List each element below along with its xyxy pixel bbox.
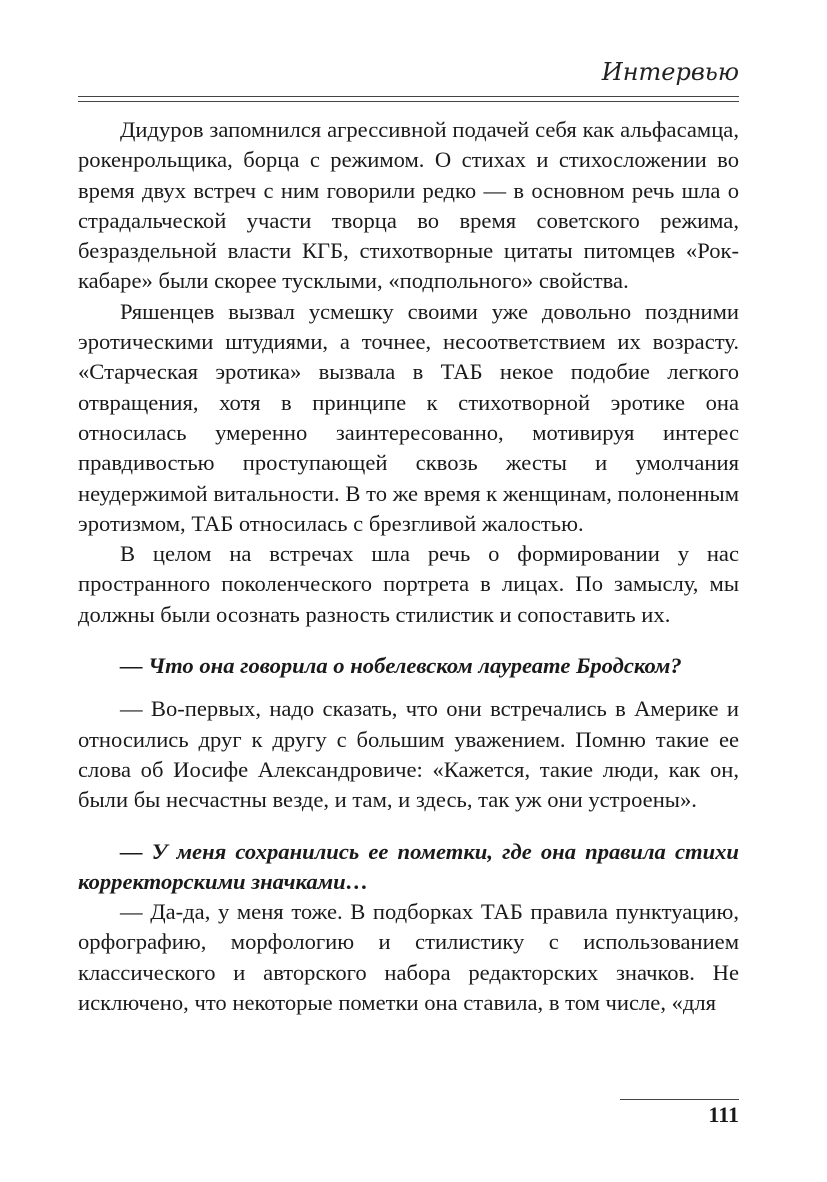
header-rule (78, 96, 739, 97)
footer-rule (620, 1099, 739, 1100)
question-brodsky: — Что она говорила о нобелевском лауреате Бродском? (120, 653, 682, 679)
body-text (78, 115, 739, 1018)
answer-marks: — Да-да, у меня тоже. В подборках ТАБ правила пунктуацию, орфографию, морфологию и стилистику с использованием классического и авторского набора редакторских значков. Не исключено, что некоторые пометки она ставила, в том числе, «для (78, 899, 739, 1016)
running-header: Интервью (601, 58, 739, 86)
paragraph-meetings: В целом на встречах шла речь о формировании у нас пространного поколенческого портрета в лицах. По замыслу, мы должны были осознать разность стилистик и сопоставить их. (78, 541, 739, 627)
page-number: 111 (708, 1102, 739, 1127)
paragraph-didurov: Дидуров запомнился агрессивной подачей себя как альфасамца, рокенрольщика, борца с режимом. О стихах и стихосложении во время двух встреч с ним говорили редко — в основном речь шла о страдальческой участи творца во время советского режима, безраздельной власти КГБ, стихотворные цитаты питомцев «Рок-кабаре» были скорее тусклыми, «подпольного» свойства. (78, 117, 739, 294)
header-rule-double (78, 101, 739, 102)
question-marks: — У меня сохранились ее пометки, где она правила стихи корректорскими значками… (78, 838, 739, 894)
answer-brodsky: — Во-первых, надо сказать, что они встречались в Америке и относились друг к другу с большим уважением. Помню такие ее слова об Иосифе Александровиче: «Кажется, такие люди, как он, были бы несчастны везде, и там, и здесь, так уж они устроены». (78, 696, 739, 813)
paragraph-ryashentsev: Ряшенцев вызвал усмешку своими уже довольно поздними эротическими штудиями, а точнее, несоответствием их возрасту. «Старческая эротика» вызвала в ТАБ некое подобие легкого отвращения, хотя в принципе к стихотворной эротике она относилась умеренно заинтересованно, мотивируя интерес правдивостью проступающей сквозь жесты и умолчания неудержимой витальности. В то же время к женщинам, полоненным эротизмом, ТАБ относилась с брезгливой жалостью. (78, 298, 739, 536)
